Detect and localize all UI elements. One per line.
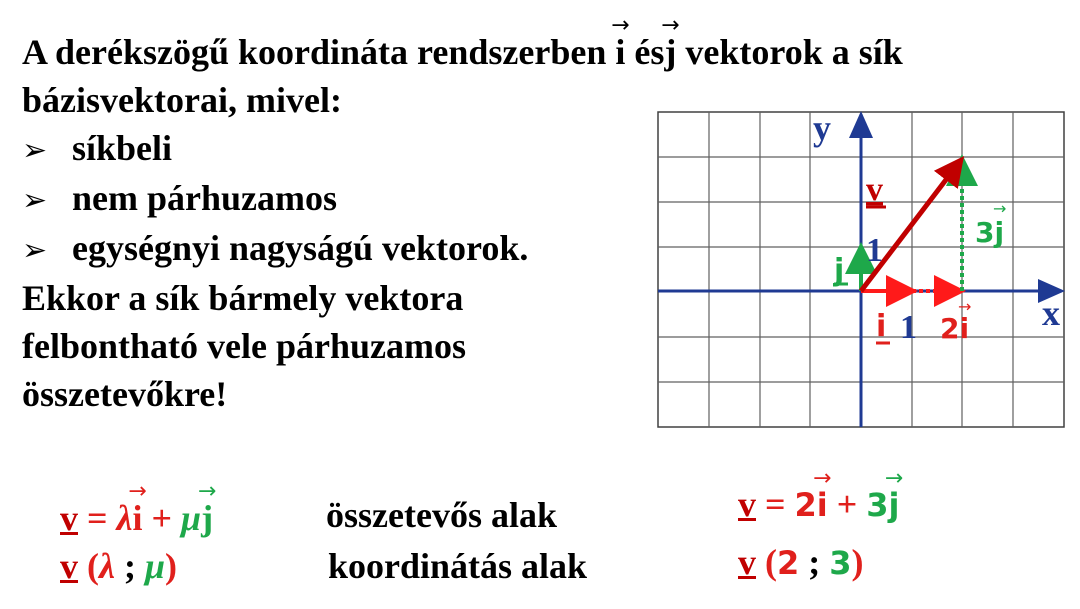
bullet-arrow-icon: ➢ — [22, 133, 48, 168]
v-label: v — [866, 171, 883, 208]
3j-label: 3j — [975, 216, 1005, 249]
bullet-arrow-icon: ➢ — [22, 233, 48, 268]
paragraph-line: összetevőkre! — [22, 374, 228, 414]
vector-arrow-icon: → — [993, 199, 1007, 218]
vector-arrow-icon: → — [661, 13, 680, 38]
paragraph-line: felbontható vele párhuzamos — [22, 326, 466, 366]
formula-component-desc: összetevős alak — [326, 495, 557, 535]
vector-i-symbol: → i — [611, 13, 630, 72]
vector-j-symbol: → j — [661, 13, 680, 72]
bullet-arrow-icon: ➢ — [22, 183, 48, 218]
formula-coordinate-form: v (λ ; μ) — [60, 546, 178, 586]
title-line-1: A derékszögű koordináta rendszerben → i és → j vektorok a sík — [22, 13, 903, 72]
i-label: i — [876, 309, 887, 344]
bullet-item: ➢ síkbeli — [22, 128, 172, 171]
title-line-2: bázisvektorai, mivel: — [22, 80, 342, 120]
vector-arrow-icon: → — [958, 297, 972, 316]
vector-i-symbol: → i — [813, 466, 832, 524]
x-axis-label: x — [1042, 293, 1060, 333]
bullet-item: ➢ nem párhuzamos — [22, 178, 337, 221]
2i-label: 2i — [940, 312, 970, 345]
vector-arrow-icon: → — [611, 13, 630, 38]
formula-example-coordinate: v (2 ; 3) — [738, 542, 864, 582]
bullet-item: ➢ egységnyi nagyságú vektorok. — [22, 228, 528, 271]
vector-arrow-icon: → — [197, 479, 217, 504]
vector-i-symbol: → i — [128, 479, 147, 538]
vector-j-symbol: → j — [884, 466, 904, 524]
vector-arrow-icon: → — [884, 466, 904, 491]
formula-component-form: v = λ → i + μ → j — [60, 479, 217, 538]
y-tick-label: 1 — [866, 232, 883, 269]
x-tick-label: 1 — [900, 309, 917, 346]
y-axis-label: y — [813, 108, 831, 148]
vector-arrow-icon: → — [128, 479, 147, 504]
j-label: j — [834, 253, 845, 288]
formula-example-component: v = 2 → i + 3 → j — [738, 466, 904, 524]
paragraph-line: Ekkor a sík bármely vektora — [22, 278, 464, 318]
vector-arrow-icon: → — [813, 466, 832, 491]
vector-j-symbol: → j — [197, 479, 217, 538]
formula-coordinate-desc: koordinátás alak — [328, 546, 588, 586]
